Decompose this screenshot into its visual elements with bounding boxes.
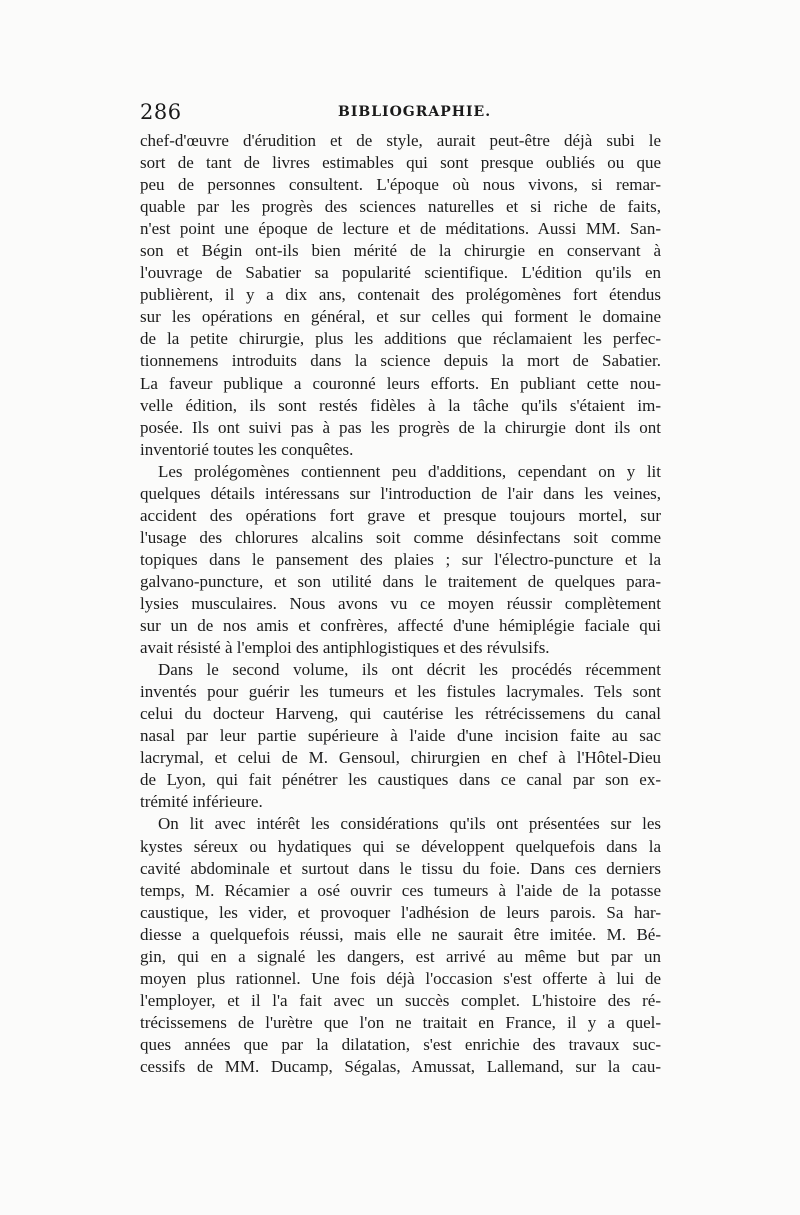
text-line: On lit avec intérêt les considérations qu'ils ont présentées sur les (158, 814, 661, 834)
text-line: cessifs de MM. Ducamp, Ségalas, Amussat, Lallemand, sur la cau- (140, 1056, 661, 1076)
text-line: inventorié toutes les conquêtes. (140, 439, 354, 459)
text-line: gin, qui en a signalé les dangers, est arrivé au même but par un (140, 946, 661, 966)
text-line: topiques dans le pansement des plaies ; sur l'électro-puncture et la (140, 549, 661, 569)
text-line: son et Bégin ont-ils bien mérité de la chirurgie en conservant à (140, 241, 661, 261)
text-line: tionnemens introduits dans la science depuis la mort de Sabatier. (140, 351, 661, 371)
text-line: l'ouvrage de Sabatier sa popularité scientifique. L'édition qu'ils en (140, 263, 661, 283)
running-title: BIBLIOGRAPHIE. (338, 104, 492, 120)
text-line: cavité abdominale et surtout dans le tissu du foie. Dans ces derniers (140, 858, 661, 878)
paragraph (140, 461, 661, 659)
text-line: posée. Ils ont suivi pas à pas les progrès de la chirurgie dont ils ont (140, 417, 661, 437)
text-line: de la petite chirurgie, plus les additions que réclamaient les perfec- (140, 329, 661, 349)
text-line: moyen plus rationnel. Une fois déjà l'occasion s'est offerte à lui de (140, 968, 661, 988)
text-line: kystes séreux ou hydatiques qui se développent quelquefois dans la (140, 836, 661, 856)
text-line: galvano-puncture, et son utilité dans le traitement de quelques para- (140, 571, 661, 591)
text-line: sort de tant de livres estimables qui sont presque oubliés ou que (140, 153, 661, 173)
text-line: inventés pour guérir les tumeurs et les fistules lacrymales. Tels sont (140, 682, 661, 702)
text-line: trémité inférieure. (140, 792, 263, 812)
text-line: sur les opérations en général, et sur celles qui forment le domaine (140, 307, 661, 327)
text-line: peu de personnes consultent. L'époque où nous vivons, si remar- (140, 175, 661, 195)
text-line: Les prolégomènes contiennent peu d'additions, cependant on y lit (158, 461, 661, 481)
text-line: quable par les progrès des sciences naturelles et si riche de faits, (140, 197, 661, 217)
text-line: lysies musculaires. Nous avons vu ce moyen réussir complètement (140, 593, 661, 613)
text-line: sur un de nos amis et confrères, affecté d'une hémiplégie faciale qui (140, 616, 661, 636)
text-line: l'usage des chlorures alcalins soit comme désinfectans soit comme (140, 527, 661, 547)
text-line: lacrymal, et celui de M. Gensoul, chirurgien en chef à l'Hôtel-Dieu (140, 748, 661, 768)
text-line: diesse a quelquefois réussi, mais elle ne saurait être imitée. M. Bé- (140, 924, 661, 944)
text-line: n'est point une époque de lecture et de méditations. Aussi MM. San- (140, 219, 661, 239)
text-line: accident des opérations fort grave et presque toujours mortel, sur (140, 505, 661, 525)
text-line: publièrent, il y a dix ans, contenait des prolégomènes fort étendus (140, 285, 661, 305)
text-line: nasal par leur partie supérieure à l'aide d'une incision faite au sac (140, 726, 661, 746)
page-header (140, 100, 660, 124)
text-line: l'employer, et il l'a fait avec un succès complet. L'histoire des ré- (140, 990, 661, 1010)
text-line: chef-d'œuvre d'érudition et de style, aurait peut-être déjà subi le (140, 131, 661, 150)
text-line: velle édition, ils sont restés fidèles à la tâche qu'ils s'étaient im- (140, 395, 661, 415)
paragraph (140, 130, 661, 461)
text-line: caustique, les vider, et provoquer l'adhésion de leurs parois. Sa har- (140, 902, 661, 922)
paragraph (140, 813, 661, 1078)
page-number: 286 (140, 100, 182, 124)
text-line: quelques détails intéressans sur l'introduction de l'air dans les veines, (140, 483, 661, 503)
text-line: celui du docteur Harveng, qui cautérise les rétrécissemens du canal (140, 704, 661, 724)
paragraph (140, 659, 661, 813)
text-line: ques années que par la dilatation, s'est enrichie des travaux suc- (140, 1034, 661, 1054)
text-line: Dans le second volume, ils ont décrit les procédés récemment (158, 660, 661, 680)
text-line: trécissemens de l'urètre que l'on ne traitait en France, il y a quel- (140, 1012, 661, 1032)
text-line: avait résisté à l'emploi des antiphlogistiques et des révulsifs. (140, 638, 550, 658)
text-line: de Lyon, qui fait pénétrer les caustiques dans ce canal par son ex- (140, 770, 661, 790)
text-line: temps, M. Récamier a osé ouvrir ces tumeurs à l'aide de la potasse (140, 880, 661, 900)
text-line: La faveur publique a couronné leurs efforts. En publiant cette nou- (140, 373, 661, 393)
body-text (140, 130, 661, 1078)
